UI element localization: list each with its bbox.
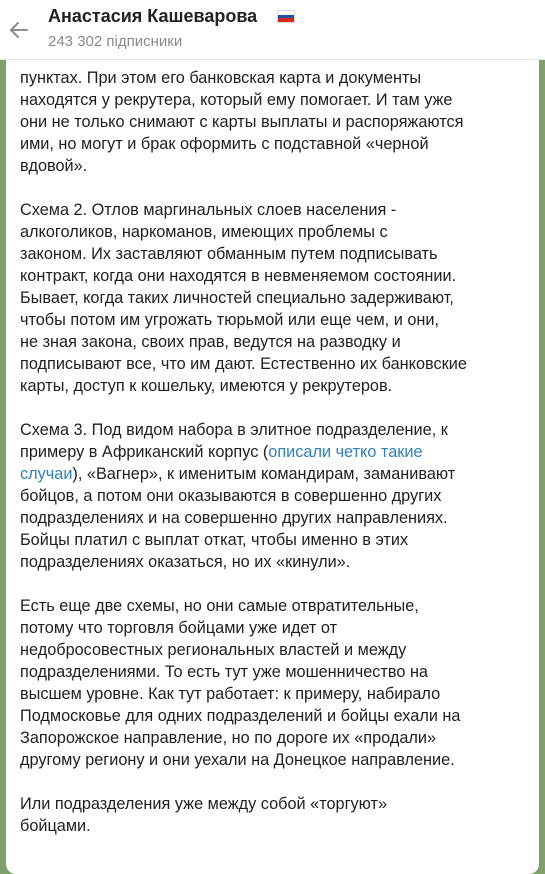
text-line: Бойцы платил с выплат откат, чтобы именно в этих — [20, 531, 409, 549]
text-line: ими, но могут и брак оформить с подставной «черной — [20, 135, 429, 153]
text-line — [20, 463, 540, 485]
message-paragraph-5 — [20, 793, 540, 837]
text-line: контракт, когда они находятся в невменяемом состоянии. — [20, 267, 457, 285]
message-text — [20, 67, 540, 837]
text-line: алкоголиков, наркоманов, имеющих проблемы с — [20, 223, 388, 241]
inline-link-continued[interactable]: случаи — [20, 465, 73, 483]
text-line: подразделениях и на совершенно других направлениях. — [20, 509, 448, 527]
text-line: находятся у рекрутера, который ему помогает. И там уже — [20, 91, 453, 109]
text-line: Схема 2. Отлов маргинальных слоев населения - — [20, 201, 397, 219]
text-line: бойцов, а потом они оказываются в совершенно других — [20, 487, 442, 505]
text-segment: ), «Вагнер», к именитым командирам, заманивают — [72, 465, 456, 483]
message-paragraph-3 — [20, 419, 540, 573]
text-line: вдовой». — [20, 157, 88, 175]
text-line: Запорожское направление, но по дороге их «продали» — [20, 729, 437, 747]
text-line: бойцами. — [20, 817, 91, 835]
subscriber-count: 243 302 підписники — [48, 33, 183, 50]
text-segment: примеру в Африканский корпус ( — [20, 443, 269, 461]
text-line: высшем уровне. Как тут работает: к примеру, набирало — [20, 685, 441, 703]
text-line: Есть еще две схемы, но они самые отвратительные, — [20, 597, 419, 615]
text-line: другому региону и они уехали на Донецкое направление. — [20, 751, 455, 769]
text-line: недобросовестных региональных властей и между — [20, 641, 407, 659]
text-line: пунктах. При этом его банковская карта и документы — [20, 69, 422, 87]
russia-flag-icon — [277, 10, 295, 23]
text-line: Схема 3. Под видом набора в элитное подразделение, к — [20, 421, 448, 439]
message-paragraph-4 — [20, 595, 540, 771]
message-bubble — [6, 60, 539, 874]
text-line: Подмосковье для одних подразделений и бойцы ехали на — [20, 707, 461, 725]
text-line: законом. Их заставляют обманным путем подписывать — [20, 245, 438, 263]
text-line: потому что торговля бойцами уже идет от — [20, 619, 338, 637]
inline-link[interactable]: описали четко такие — [268, 443, 423, 461]
text-line: они не только снимают с карты выплаты и распоряжаются — [20, 113, 464, 131]
text-line: чтобы потом им угрожать тюрьмой или еще чем, и они, — [20, 311, 439, 329]
channel-name[interactable]: Анастасия Кашеварова — [48, 6, 258, 26]
text-line: подразделениями. То есть тут уже мошенничество на — [20, 663, 428, 681]
text-line: Бывает, когда таких личностей специально задерживают, — [20, 289, 454, 307]
channel-header — [0, 0, 545, 60]
text-line: не зная закона, своих прав, ведутся на разводку и — [20, 333, 401, 351]
text-line: карты, доступ к кошельку, имеются у рекрутеров. — [20, 377, 393, 395]
text-line: подписывают все, что им дают. Естественно их банковские — [20, 355, 467, 373]
text-line: Или подразделения уже между собой «торгуют» — [20, 795, 388, 813]
text-line — [20, 441, 540, 463]
arrow-left-icon — [8, 19, 30, 41]
back-button[interactable] — [4, 14, 34, 46]
message-paragraph-2 — [20, 199, 540, 397]
message-paragraph-1 — [20, 67, 540, 177]
text-line: подразделениях оказаться, но их «кинули». — [20, 553, 351, 571]
